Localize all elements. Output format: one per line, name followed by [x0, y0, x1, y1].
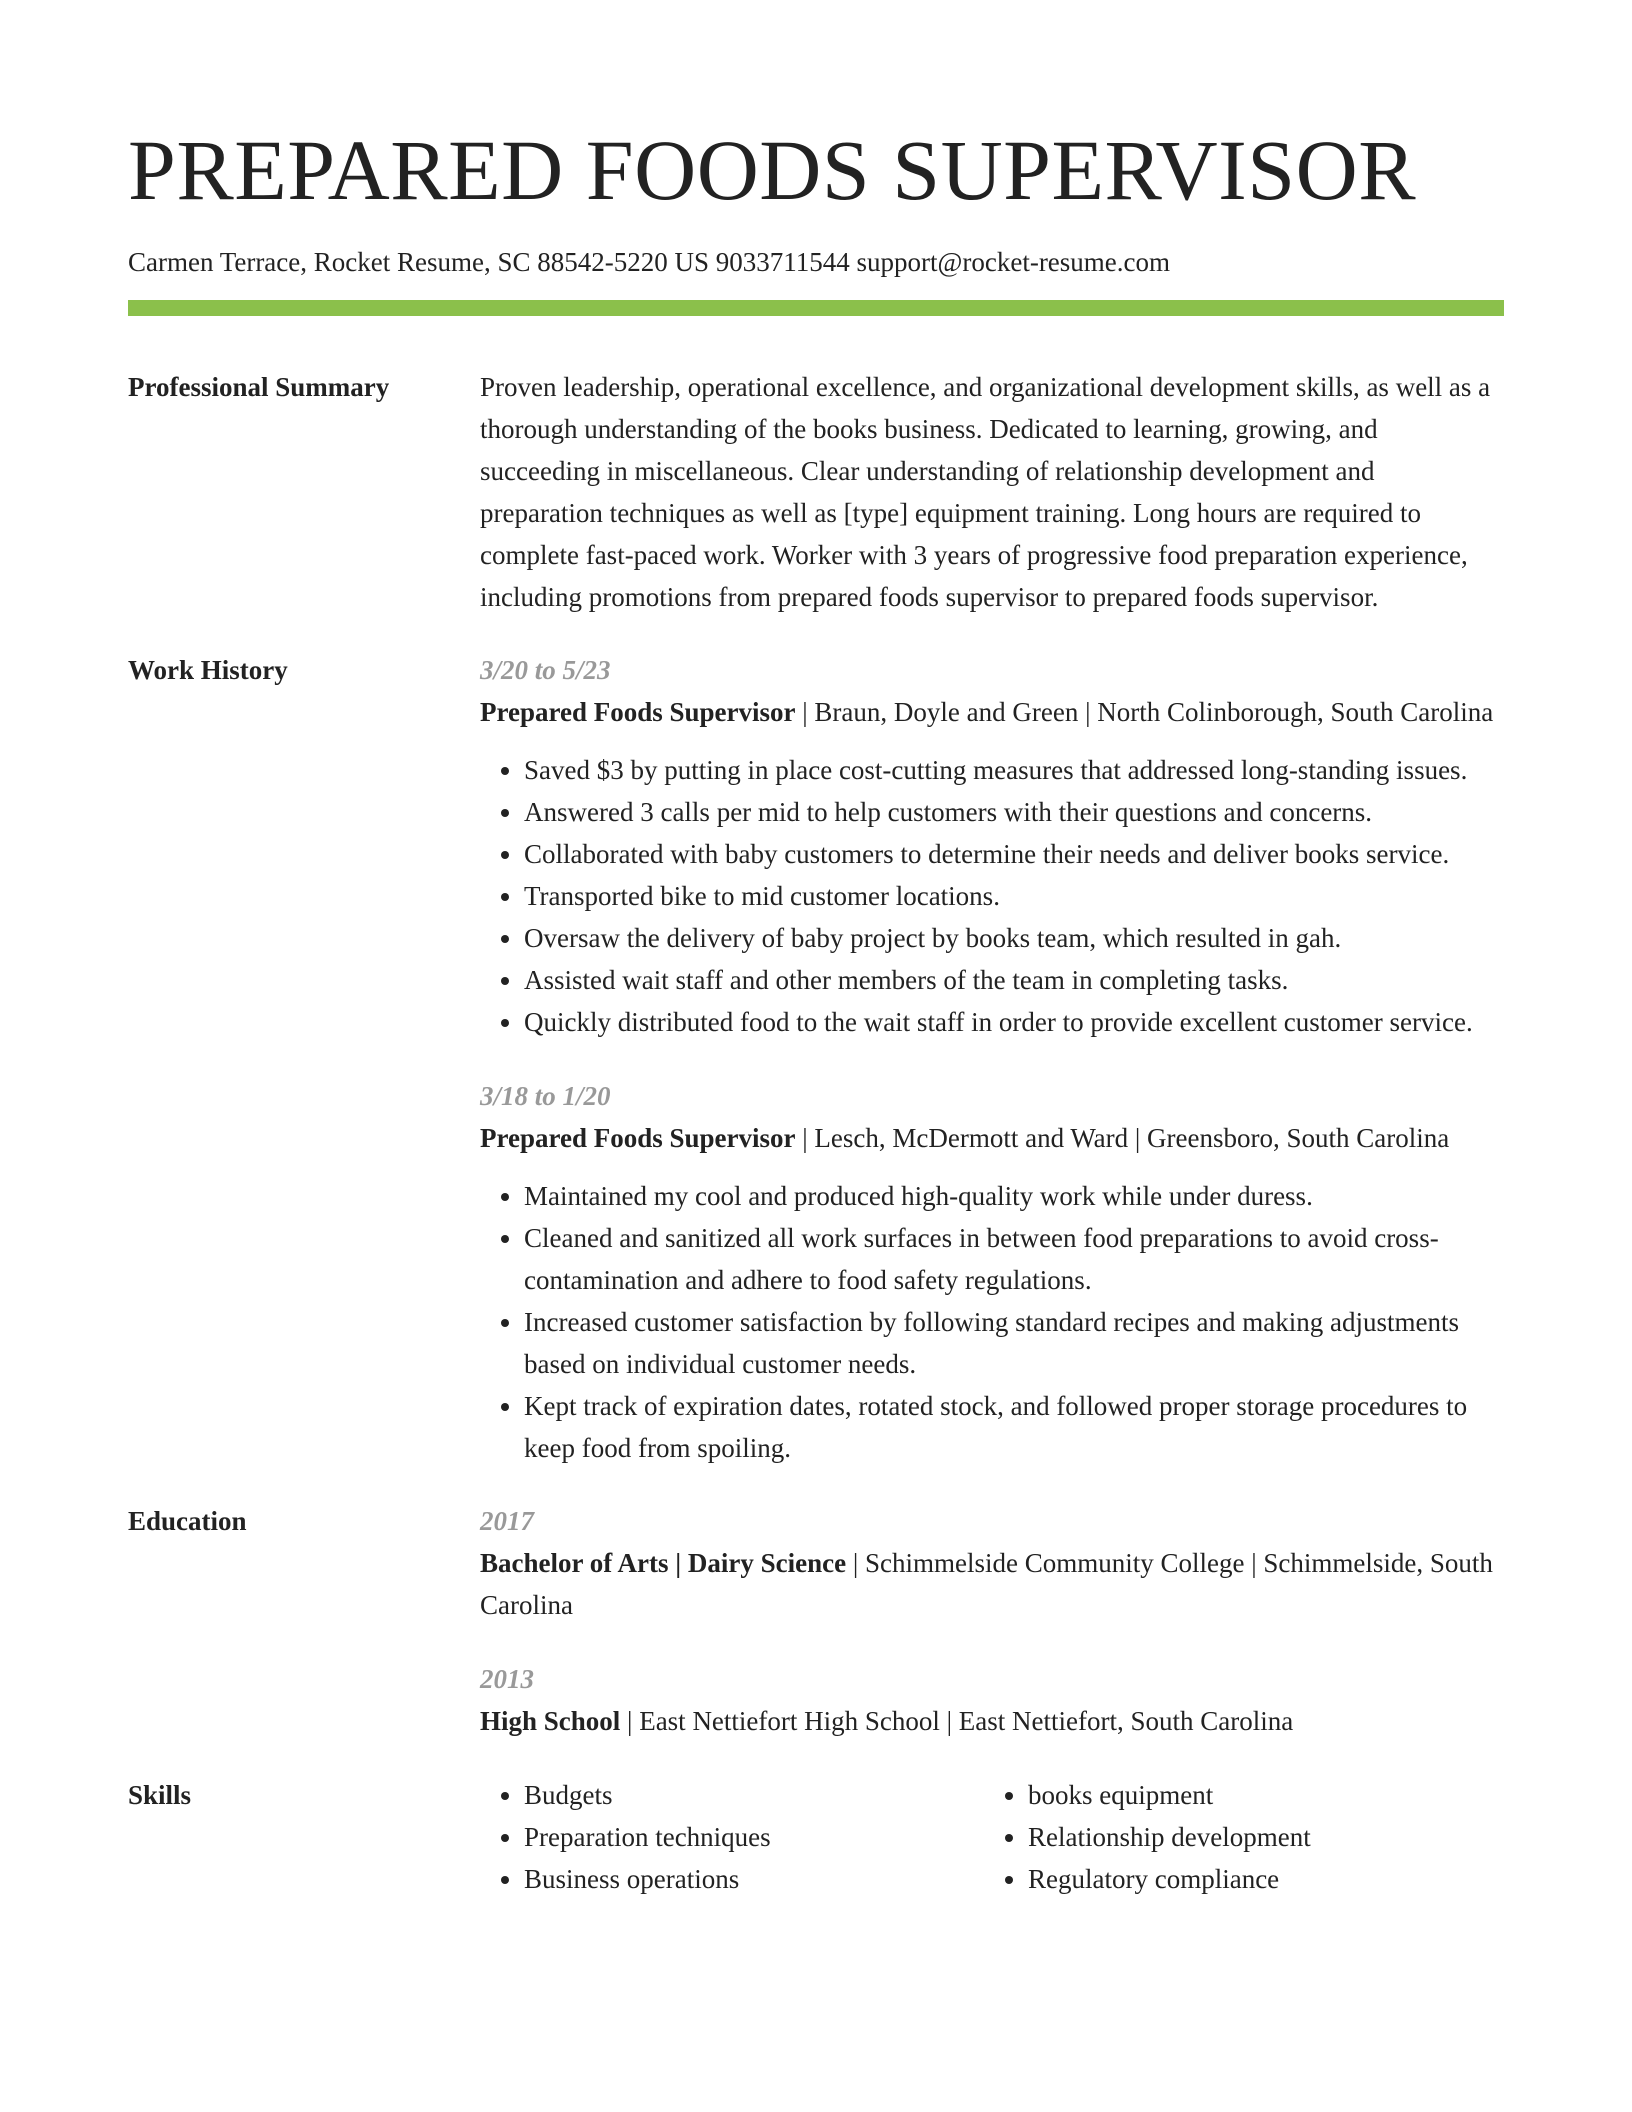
education-school-location: | Schimmelside Community College | Schimmelside, South Carolina	[480, 1548, 1493, 1620]
list-item: • Cleaned and sanitized all work surfaces in between food preparations to avoid cross-contamination and adhere to food safety regulations.	[524, 1217, 1504, 1301]
job-employer-location: | Lesch, McDermott and Ward | Greensboro, South Carolina	[795, 1123, 1450, 1153]
work-history-section	[128, 649, 1504, 1469]
skill-item: • Relationship development	[1028, 1816, 1488, 1858]
job-bullets	[480, 749, 1504, 1043]
job-title: Prepared Foods Supervisor	[480, 1123, 796, 1153]
education-section	[128, 1500, 1504, 1742]
section-heading-work: Work History	[128, 655, 288, 685]
job-title: Prepared Foods Supervisor	[480, 697, 796, 727]
education-school-location: | East Nettiefort High School | East Nettiefort, South Carolina	[620, 1706, 1294, 1736]
skill-item: • books equipment	[1028, 1774, 1488, 1816]
education-body	[480, 1500, 1504, 1742]
list-item: • Assisted wait staff and other members of the team in completing tasks.	[524, 959, 1504, 1001]
skill-item: • Budgets	[524, 1774, 984, 1816]
summary-text: Proven leadership, operational excellence, and organizational development skills, as well as a thorough understanding of the books business. Dedicated to learning, growing, and succeeding in miscellaneous. Clear understanding of relationship development and preparation techniques as well as [type] equipment training. Long hours are required to complete fast-paced work. Worker with 3 years of progressive food preparation experience, including promotions from prepared foods supervisor to prepared foods supervisor.	[480, 372, 1491, 612]
job-title-line	[480, 691, 1504, 733]
section-heading-skills: Skills	[128, 1780, 192, 1810]
section-heading-education: Education	[128, 1506, 247, 1536]
skill-item: • Preparation techniques	[524, 1816, 984, 1858]
job-employer-location: | Braun, Doyle and Green | North Colinborough, South Carolina	[795, 697, 1494, 727]
section-heading-summary: Professional Summary	[128, 372, 390, 402]
list-item: • Saved $3 by putting in place cost-cutting measures that addressed long-standing issues.	[524, 749, 1504, 791]
resume-page	[128, 0, 1504, 1900]
education-entry	[480, 1658, 1504, 1742]
summary-section	[128, 366, 1504, 618]
skills-list-right	[984, 1774, 1488, 1900]
job-entry	[480, 1075, 1504, 1469]
skills-body	[480, 1774, 1504, 1900]
list-item: • Answered 3 calls per mid to help customers with their questions and concerns.	[524, 791, 1504, 833]
job-bullets	[480, 1175, 1504, 1469]
education-degree: Bachelor of Arts | Dairy Science	[480, 1548, 847, 1578]
skills-section	[128, 1774, 1504, 1900]
list-item: • Quickly distributed food to the wait staff in order to provide excellent customer service.	[524, 1001, 1504, 1043]
list-item: • Transported bike to mid customer locations.	[524, 875, 1504, 917]
skills-list-left	[480, 1774, 984, 1900]
skill-item: • Business operations	[524, 1858, 984, 1900]
list-item: • Kept track of expiration dates, rotated stock, and followed proper storage procedures to keep food from spoiling.	[524, 1385, 1504, 1469]
education-entry	[480, 1500, 1504, 1626]
accent-divider	[128, 300, 1504, 316]
list-item: • Collaborated with baby customers to determine their needs and deliver books service.	[524, 833, 1504, 875]
list-item: • Oversaw the delivery of baby project by books team, which resulted in gah.	[524, 917, 1504, 959]
education-year: 2017	[480, 1506, 534, 1536]
list-item: • Maintained my cool and produced high-quality work while under duress.	[524, 1175, 1504, 1217]
skill-item: • Regulatory compliance	[1028, 1858, 1488, 1900]
skills-grid	[480, 1774, 1504, 1900]
contact-info: Carmen Terrace, Rocket Resume, SC 88542-5220 US 9033711544 support@rocket-resume.com	[128, 247, 1171, 277]
list-item: • Increased customer satisfaction by following standard recipes and making adjustments based on individual customer needs.	[524, 1301, 1504, 1385]
education-title-line	[480, 1700, 1504, 1742]
education-title-line	[480, 1542, 1504, 1626]
resume-name: PREPARED FOODS SUPERVISOR	[128, 122, 1417, 218]
job-dates: 3/20 to 5/23	[480, 655, 611, 685]
work-history-body	[480, 649, 1504, 1469]
job-title-line	[480, 1117, 1504, 1159]
education-degree: High School	[480, 1706, 621, 1736]
job-dates: 3/18 to 1/20	[480, 1081, 611, 1111]
education-year: 2013	[480, 1664, 534, 1694]
job-entry	[480, 649, 1504, 1043]
